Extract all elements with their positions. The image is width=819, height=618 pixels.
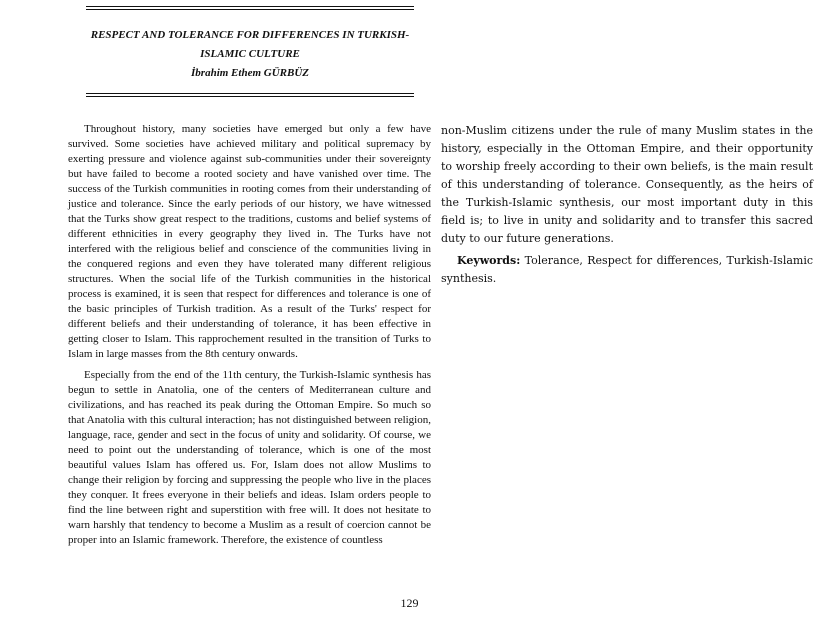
title-area [86, 10, 414, 89]
abstract-paragraph-1: Throughout history, many societies have emerged but only a few have survived. Some societies have achieved military and political supremacy by exerting pressure and violence against sub-communities under their sovereignty but have failed to become a rooted society and have vanished over time. The success of the Turkish communities in rooting comes from their understanding of justice and tolerance. Since the early periods of our history, we have witnessed that the Turks show great respect to the traditions, customs and belief systems of different ethnicities in every geography they lived in. The Turks have not interfered with the religious belief and conscience of the communities living in the conquered regions and even they have tolerated many different religious structures. When the social life of the Turkish communities in the historical process is examined, it is seen that respect for differences and tolerance is one of the basic principles of Turkish tradition. As a result of the Turks' respect for different beliefs and their understanding of tolerance, it has been effective in getting closer to Islam. This rapprochement resulted in the transition of Turks to Islam in large masses from the 8th century onwards. [68, 123, 431, 360]
header-bottom-rule [86, 93, 414, 97]
keywords-text: Tolerance, Respect for differences, Turkish-Islamic synthesis. [441, 254, 814, 285]
article-title-line-2: ISLAMIC CULTURE [200, 48, 300, 60]
author-name: İbrahim Ethem GÜRBÜZ [191, 67, 309, 79]
abstract-paragraph-2: Especially from the end of the 11th century, the Turkish-Islamic synthesis has begun to settle in Anatolia, one of the centers of Mediterranean culture and civilizations, and has reached its peak during the Ottoman Empire. So much so that Anatolia with this cultural interaction; has not distinguished between religion, language, race, gender and sect in the focus of unity and solidarity. Of course, we need to point out the understanding of tolerance, which is one of the most beautiful values Islam has offered us. For, Islam does not allow Muslims to change their religion by forcing and suppressing the people who live in the places they conquer. It frees everyone in their beliefs and ideas. Islam orders people to find the line between right and superstition with free will. It does not hesitate to warn harshly that tendency to become a Muslim as a result of coercion cannot be proper into an Islamic framework. Therefore, the existence of countless [68, 369, 431, 546]
article-header [86, 6, 414, 97]
left-column [68, 122, 431, 548]
keywords-label: Keywords: [457, 254, 521, 267]
page-number: 129 [400, 596, 419, 610]
keywords [441, 252, 813, 288]
right-column [441, 122, 813, 288]
abstract-paragraph-3: non-Muslim citizens under the rule of many Muslim states in the history, especially in the Ottoman Empire, and their opportunity to worship freely according to their own beliefs, is the main result of this understanding of tolerance. Consequently, as the heirs of the Turkish-Islamic synthesis, our most important duty in this field is; to live in unity and solidarity and to transfer this sacred duty to our future generations. [441, 124, 813, 245]
article-title-line-1: RESPECT AND TOLERANCE FOR DIFFERENCES IN TURKISH- [90, 29, 410, 41]
